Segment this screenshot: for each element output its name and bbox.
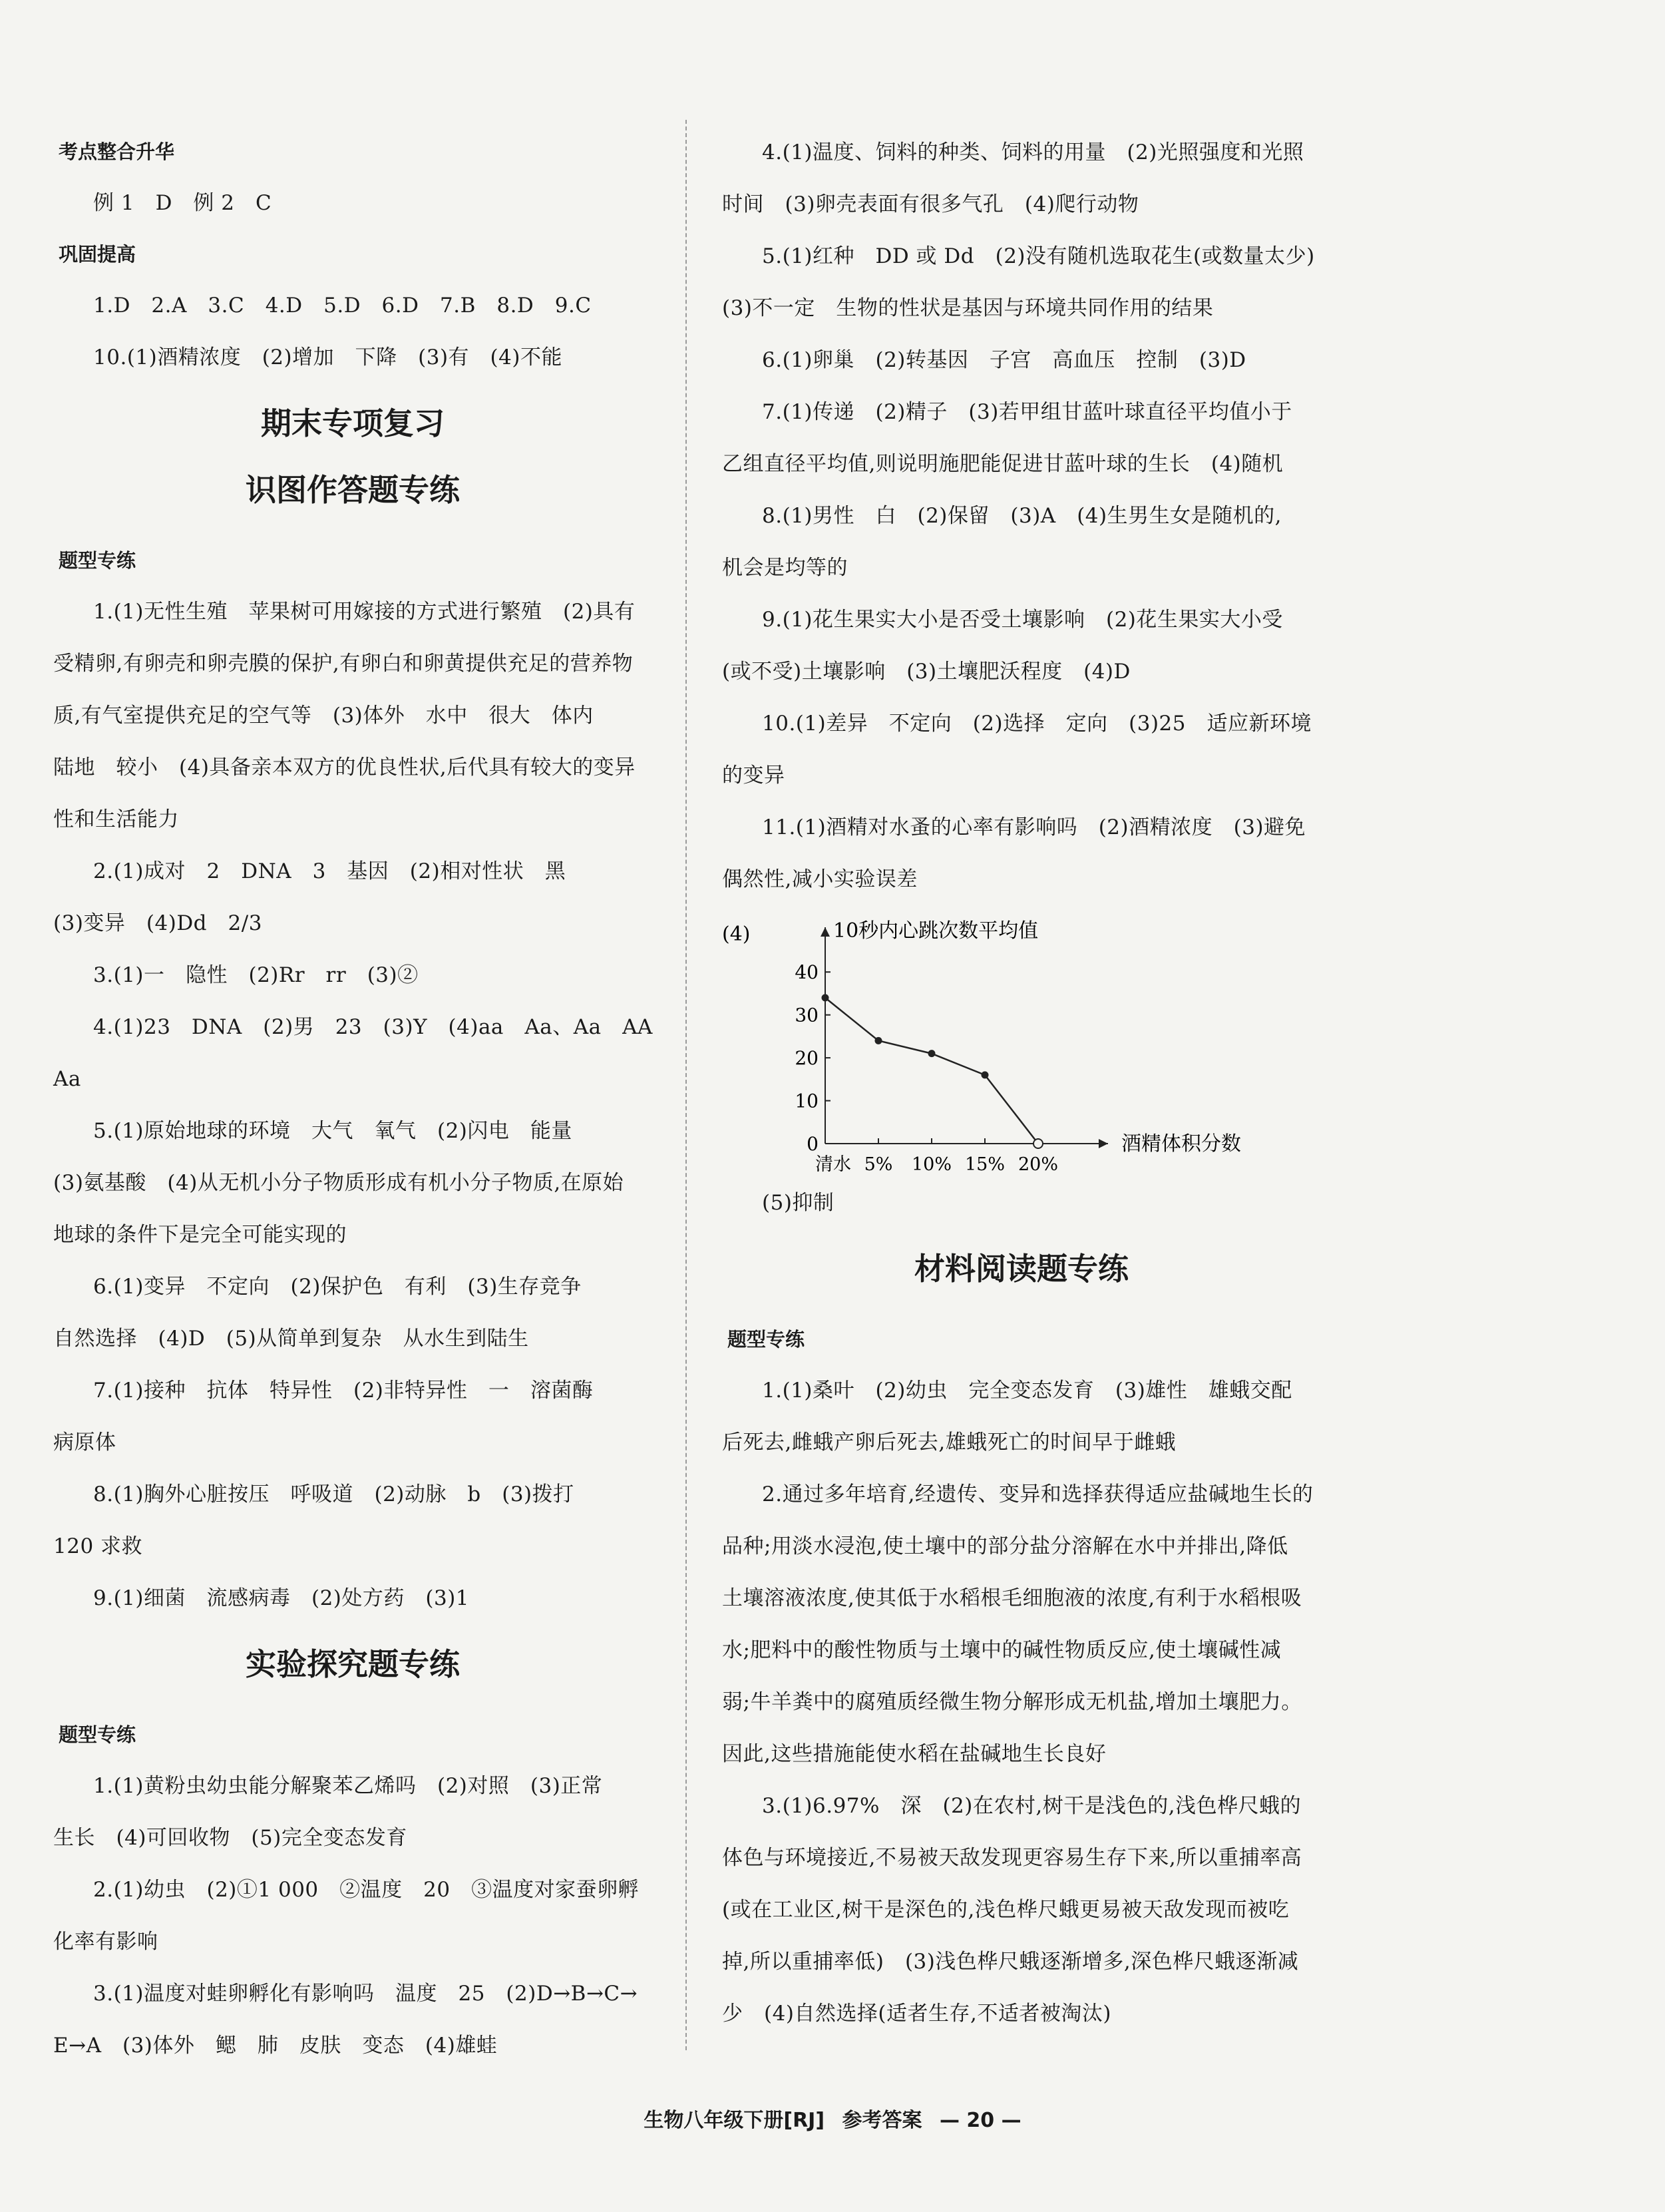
y-axis-arrow [821,927,830,937]
text-line: 1.D 2.A 3.C 4.D 5.D 6.D 7.B 8.D 9.C [93,294,592,318]
text-line: 7.(1)接种 抗体 特异性 (2)非特异性 一 溶菌酶 [93,1379,594,1403]
section-shiyan-cont-lines [722,126,1321,905]
text-line: 2.通过多年培育,经遗传、变异和选择获得适应盐碱地生长的 [762,1482,1314,1506]
text-line: (3)氨基酸 (4)从无机小分子物质形成有机小分子物质,在原始 [53,1171,624,1195]
text-line: 后死去,雌蛾产卵后死去,雄蛾死亡的时间早于雌蛾 [722,1431,1177,1454]
text-line: (3)不一定 生物的性状是基因与环境共同作用的结果 [722,296,1214,320]
text-line: 少 (4)自然选择(适者生存,不适者被淘汰) [722,2002,1111,2026]
text-line: 1.(1)桑叶 (2)幼虫 完全变态发育 (3)雄性 雄蛾交配 [762,1379,1292,1403]
text-line: E→A (3)体外 鳃 肺 皮肤 变态 (4)雄蛙 [53,2034,498,2058]
text-line: 偶然性,减小实验误差 [722,867,918,891]
section-heading-tixing-3: 题型专练 [727,1328,805,1351]
x-tick-label: 清水 [815,1154,851,1175]
footer-label: 参考答案 [842,2109,922,2132]
text-line: 10.(1)差异 不定向 (2)选择 定向 (3)25 适应新环境 [762,712,1312,736]
y-tick-label: 0 [807,1133,819,1155]
text-line: 2.(1)幼虫 (2)①1 000 ②温度 20 ③温度对家蚕卵孵 [93,1878,640,1902]
text-line: 掉,所以重捕率低) (3)浅色桦尺蛾逐渐增多,深色桦尺蛾逐渐减 [722,1950,1299,1974]
data-point [929,1050,935,1056]
text-line: 乙组直径平均值,则说明施肥能促进甘蓝叶球的生长 (4)随机 [722,452,1284,476]
text-line: 9.(1)细菌 流感病毒 (2)处方药 (3)1 [93,1586,470,1610]
heart-rate-chart [722,911,1321,1177]
text-line: 化率有影响 [53,1930,158,1954]
chapter-title: 期末专项复习 [261,405,445,441]
right-column [722,126,1321,2040]
x-tick-label: 10% [911,1154,952,1175]
section-heading-tixing-1: 题型专练 [59,549,136,572]
text-line: 120 求救 [53,1534,143,1558]
text-line: 因此,这些措施能使水稻在盐碱地生长良好 [722,1742,1107,1766]
text-line: 3.(1)6.97% 深 (2)在农村,树干是浅色的,浅色桦尺蛾的 [762,1794,1302,1818]
text-line: 3.(1)一 隐性 (2)Rr rr (3)② [93,963,419,987]
text-line: 7.(1)传递 (2)精子 (3)若甲组甘蓝叶球直径平均值小于 [762,400,1292,424]
text-line: 3.(1)温度对蛙卵孵化有影响吗 温度 25 (2)D→B→C→ [93,1982,638,2006]
data-point [982,1072,988,1078]
text-line: 生长 (4)可回收物 (5)完全变态发育 [53,1826,407,1850]
y-axis-label: 10秒内心跳次数平均值 [833,919,1039,943]
y-tick-label: 30 [795,1004,819,1026]
footer-book-title: 生物八年级下册[RJ] [644,2109,825,2132]
text-line: 弱;牛羊粪中的腐殖质经微生物分解形成无机盐,增加土壤肥力。 [722,1690,1302,1714]
text-line: 品种;用淡水浸泡,使土壤中的部分盐分溶解在水中并排出,降低 [722,1534,1288,1558]
x-tick-label: 5% [864,1154,893,1175]
text-line: 土壤溶液浓度,使其低于水稻根毛细胞液的浓度,有利于水稻根吸 [722,1586,1302,1610]
data-point [876,1038,882,1044]
text-line: 受精卵,有卵壳和卵壳膜的保护,有卵白和卵黄提供充足的营养物 [53,652,634,676]
section-heading-gonggu: 巩固提高 [59,243,136,266]
text-line: 机会是均等的 [722,556,848,580]
text-line: 5.(1)红种 DD 或 Dd (2)没有随机选取花生(或数量太少) [762,244,1315,268]
text-line: 4.(1)23 DNA (2)男 23 (3)Y (4)aa Aa、Aa AA [93,1015,653,1039]
data-point [1033,1139,1043,1148]
section-shitu-lines [53,586,652,1624]
text-line: 的变异 [722,764,785,787]
y-tick-label: 40 [795,961,819,984]
section-title-shiyan: 实验探究题专练 [246,1646,460,1682]
section-heading-tixing-2: 题型专练 [59,1723,136,1746]
section-gonggu-lines [53,280,652,383]
text-line: 体色与环境接近,不易被天敌发现更容易生存下来,所以重捕率高 [722,1846,1302,1870]
text-line: 性和生活能力 [53,807,179,831]
heart-rate-chart-svg [722,911,1321,1177]
section-cailiao-lines [722,1365,1321,2040]
text-line: 病原体 [53,1431,116,1454]
text-line: 5.(1)原始地球的环境 大气 氧气 (2)闪电 能量 [93,1119,572,1143]
text-line: 11.(1)酒精对水蚤的心率有影响吗 (2)酒精浓度 (3)避免 [762,815,1306,839]
text-line: 自然选择 (4)D (5)从简单到复杂 从水生到陆生 [53,1327,529,1351]
text-line: 8.(1)男性 白 (2)保留 (3)A (4)生男生女是随机的, [762,504,1282,528]
text-line: 8.(1)胸外心脏按压 呼吸道 (2)动脉 b (3)拨打 [93,1482,574,1506]
x-axis-label: 酒精体积分数 [1121,1132,1241,1156]
left-column [53,126,652,2072]
section-shiyan-lines [53,1760,652,2072]
y-tick-label: 10 [795,1090,819,1112]
section-title-cailiao: 材料阅读题专练 [914,1251,1129,1287]
chart-question-marker: (4) [722,923,751,946]
text-line: 1.(1)无性生殖 苹果树可用嫁接的方式进行繁殖 (2)具有 [93,600,636,624]
text-line: 4.(1)温度、饲料的种类、饲料的用量 (2)光照强度和光照 [762,140,1304,164]
text-line: 质,有气室提供充足的空气等 (3)体外 水中 很大 体内 [53,704,594,728]
x-axis-arrow [1099,1139,1108,1148]
data-point [823,995,829,1000]
text-line: 6.(1)变异 不定向 (2)保护色 有利 (3)生存竞争 [93,1275,582,1299]
text-line: (3)变异 (4)Dd 2/3 [53,911,262,935]
y-tick-label: 20 [795,1047,819,1070]
text-line: 2.(1)成对 2 DNA 3 基因 (2)相对性状 黑 [93,859,566,883]
text-line: 6.(1)卵巢 (2)转基因 子宫 高血压 控制 (3)D [762,348,1246,372]
text-line: 1.(1)黄粉虫幼虫能分解聚苯乙烯吗 (2)对照 (3)正常 [93,1774,603,1798]
footer-page-number: — 20 — [939,2109,1021,2132]
x-tick-label: 20% [1018,1154,1059,1175]
text-line: 时间 (3)卵壳表面有很多气孔 (4)爬行动物 [722,192,1139,216]
x-tick-label: 15% [964,1154,1006,1175]
section-kaodian-lines [53,177,652,229]
chart-answer-5: (5)抑制 [762,1191,834,1215]
section-title-shitu: 识图作答题专练 [246,472,460,508]
column-divider [685,120,687,2050]
text-line: Aa [53,1067,81,1091]
text-line: 9.(1)花生果实大小是否受土壤影响 (2)花生果实大小受 [762,608,1283,632]
page-footer [0,2103,1665,2133]
data-series-line [825,998,1038,1144]
text-line: (或在工业区,树干是深色的,浅色桦尺蛾更易被天敌发现而被吃 [722,1898,1290,1922]
text-line: (或不受)土壤影响 (3)土壤肥沃程度 (4)D [722,660,1131,684]
text-line: 例 1 D 例 2 C [93,191,272,215]
text-line: 水;肥料中的酸性物质与土壤中的碱性物质反应,使土壤碱性减 [722,1638,1282,1662]
text-line: 10.(1)酒精浓度 (2)增加 下降 (3)有 (4)不能 [93,345,562,369]
text-line: 陆地 较小 (4)具备亲本双方的优良性状,后代具有较大的变异 [53,756,636,779]
section-heading-kaodian: 考点整合升华 [59,140,175,163]
text-line: 地球的条件下是完全可能实现的 [53,1223,347,1247]
